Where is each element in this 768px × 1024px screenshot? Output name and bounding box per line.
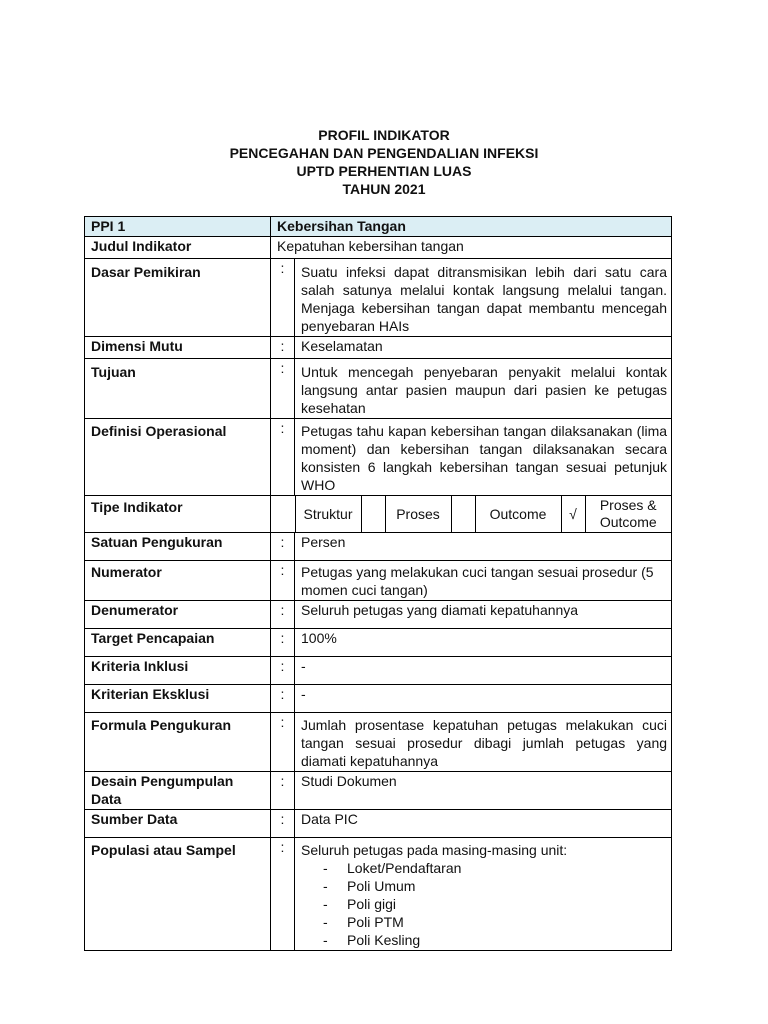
colon: :	[271, 838, 295, 951]
label-tujuan: Tujuan	[85, 359, 271, 419]
colon: :	[271, 337, 295, 359]
title-line-3: UPTD PERHENTIAN LUAS	[296, 163, 472, 179]
indicator-profile-table	[84, 216, 672, 951]
value-denumerator: Seluruh petugas yang diamati kepatuhannya	[295, 601, 672, 629]
label-denumerator: Denumerator	[85, 601, 271, 629]
row-judul	[85, 237, 672, 259]
label-satuan: Satuan Pengukuran	[85, 533, 271, 561]
colon: :	[271, 713, 295, 772]
label-formula: Formula Pengukuran	[85, 713, 271, 772]
row-dasar	[85, 259, 672, 337]
tipe-option-outcome: Outcome	[475, 496, 561, 532]
label-dimensi: Dimensi Mutu	[85, 337, 271, 359]
colon: :	[271, 601, 295, 629]
unit-list	[301, 859, 667, 949]
row-inklusi	[85, 657, 672, 685]
tipe-option-struktur: Struktur	[295, 496, 361, 532]
value-target: 100%	[295, 629, 672, 657]
tipe-spacer	[271, 496, 295, 532]
list-item: - Poli Kesling	[323, 931, 667, 949]
value-sumber: Data PIC	[295, 810, 672, 838]
row-tujuan	[85, 359, 672, 419]
row-satuan	[85, 533, 672, 561]
value-satuan: Persen	[295, 533, 672, 561]
indicator-code: PPI 1	[85, 217, 271, 237]
value-formula: Jumlah prosentase kepatuhan petugas melakukan cuci tangan sesuai prosedur dibagi jumlah petugas yang diamati kepatuhannya	[295, 713, 672, 772]
list-item: - Poli gigi	[323, 895, 667, 913]
label-inklusi: Kriteria Inklusi	[85, 657, 271, 685]
row-denumerator	[85, 601, 672, 629]
tipe-option-proses-outcome: Proses & Outcome	[585, 496, 671, 532]
row-numerator	[85, 561, 672, 601]
value-eksklusi: -	[295, 685, 672, 713]
label-populasi: Populasi atau Sampel	[85, 838, 271, 951]
label-dasar: Dasar Pemikiran	[85, 259, 271, 337]
tipe-option-proses: Proses	[385, 496, 451, 532]
title-line-1: PROFIL INDIKATOR	[318, 127, 450, 143]
title-line-2: PENCEGAHAN DAN PENGENDALIAN INFEKSI	[229, 145, 539, 161]
row-sumber	[85, 810, 672, 838]
colon: :	[271, 810, 295, 838]
row-eksklusi	[85, 685, 672, 713]
colon: :	[271, 657, 295, 685]
colon: :	[271, 772, 295, 810]
row-target	[85, 629, 672, 657]
value-inklusi: -	[295, 657, 672, 685]
label-tipe: Tipe Indikator	[85, 496, 271, 533]
tipe-check-outcome: √	[561, 496, 585, 532]
title-line-4: TAHUN 2021	[342, 181, 426, 197]
label-numerator: Numerator	[85, 561, 271, 601]
table-header-row	[85, 217, 672, 237]
colon: :	[271, 629, 295, 657]
tipe-check-struktur	[361, 496, 385, 532]
value-desain: Studi Dokumen	[295, 772, 672, 810]
list-item: - Poli Umum	[323, 877, 667, 895]
value-definisi: Petugas tahu kapan kebersihan tangan dilaksanakan (lima moment) dan kebersihan tangan dilaksanakan secara konsisten 6 langkah kebersihan tangan sesuai petunjuk WHO	[295, 419, 672, 496]
label-eksklusi: Kriterian Eksklusi	[85, 685, 271, 713]
colon: :	[271, 419, 295, 496]
populasi-intro: Seluruh petugas pada masing-masing unit:	[301, 842, 568, 858]
value-dimensi: Keselamatan	[295, 337, 672, 359]
value-judul: Kepatuhan kebersihan tangan	[271, 237, 672, 259]
label-desain: Desain Pengumpulan Data	[85, 772, 271, 810]
row-definisi	[85, 419, 672, 496]
colon: :	[271, 533, 295, 561]
indicator-name: Kebersihan Tangan	[271, 217, 672, 237]
document-title	[0, 126, 768, 198]
label-definisi: Definisi Operasional	[85, 419, 271, 496]
value-numerator: Petugas yang melakukan cuci tangan sesuai prosedur (5 momen cuci tangan)	[295, 561, 672, 601]
label-target: Target Pencapaian	[85, 629, 271, 657]
row-desain	[85, 772, 672, 810]
row-formula	[85, 713, 672, 772]
row-populasi	[85, 838, 672, 951]
value-populasi	[295, 838, 672, 951]
row-tipe	[85, 496, 672, 533]
label-sumber: Sumber Data	[85, 810, 271, 838]
value-tujuan: Untuk mencegah penyebaran penyakit melalui kontak langsung antar pasien maupun dari pasien ke petugas kesehatan	[295, 359, 672, 419]
list-item: - Poli PTM	[323, 913, 667, 931]
colon: :	[271, 685, 295, 713]
colon: :	[271, 359, 295, 419]
tipe-options	[271, 496, 671, 532]
colon: :	[271, 561, 295, 601]
tipe-options-cell	[271, 496, 672, 533]
label-judul: Judul Indikator	[85, 237, 271, 259]
value-dasar: Suatu infeksi dapat ditransmisikan lebih dari satu cara salah satunya melalui kontak langsung melalui tangan. Menjaga kebersihan tangan dapat membantu mencegah penyebaran HAIs	[295, 259, 672, 337]
list-item: - Loket/Pendaftaran	[323, 859, 667, 877]
colon: :	[271, 259, 295, 337]
row-dimensi	[85, 337, 672, 359]
tipe-check-proses	[451, 496, 475, 532]
